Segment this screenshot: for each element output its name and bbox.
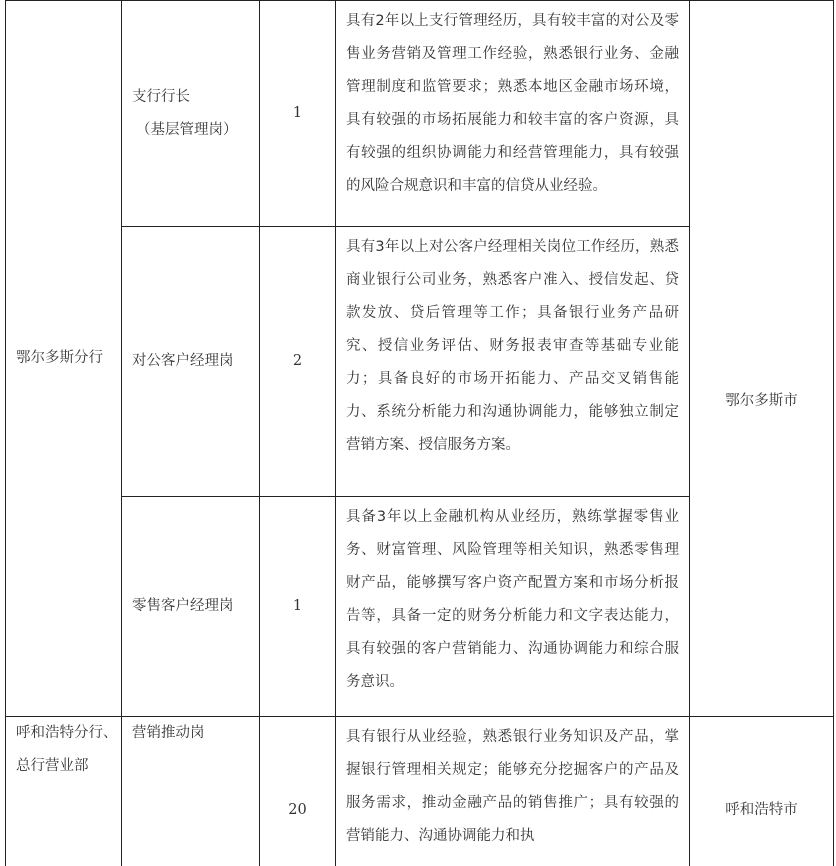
position-title: 支行行长	[132, 88, 190, 105]
position-requirements: 具有银行从业经验，熟悉银行业务知识及产品，掌握银行管理相关规定；能够充分挖掘客户的产品及服务需求，推动金融产品的销售推广；具有较强的营销能力、沟通协调能力和执	[346, 729, 679, 844]
count-cell	[260, 1, 336, 227]
position-title: 营销推动岗	[132, 725, 205, 741]
position-count: 1	[292, 105, 303, 121]
work-location: 呼和浩特市	[725, 802, 798, 818]
requirements-cell	[336, 717, 690, 866]
position-cell	[122, 1, 260, 227]
count-cell	[260, 227, 336, 497]
branch-name: 鄂尔多斯分行	[16, 350, 103, 366]
position-count: 2	[292, 353, 303, 369]
table-row	[6, 717, 834, 866]
count-cell	[260, 497, 336, 717]
branch-cell	[6, 1, 122, 717]
position-cell	[122, 717, 260, 866]
table-row	[6, 1, 834, 227]
recruitment-table	[5, 0, 834, 866]
position-cell	[122, 497, 260, 717]
location-cell	[690, 717, 834, 866]
position-requirements: 具备3年以上金融机构从业经历，熟练掌握零售业务、财富管理、风险管理等相关知识，熟悉零售理财产品，能够撰写客户资产配置方案和市场分析报告等，具备一定的财务分析能力和文字表达能力，具有较强的客户营销能力、沟通协调能力和综合服务意识。	[346, 509, 679, 690]
position-cell	[122, 227, 260, 497]
count-cell	[260, 717, 336, 866]
work-location: 鄂尔多斯市	[725, 392, 798, 409]
location-cell	[690, 1, 834, 717]
position-count: 20	[288, 802, 307, 818]
position-title: 零售客户经理岗	[132, 598, 234, 614]
requirements-cell	[336, 1, 690, 227]
position-requirements: 具有2年以上支行管理经历，具有较丰富的对公及零售业务营销及管理工作经验，熟悉银行业务、金融管理制度和监管要求；熟悉本地区金融市场环境，具有较强的市场拓展能力和较丰富的客户资源，具有较强的组织协调能力和经营管理能力，具有较强的风险合规意识和丰富的信贷从业经验。	[346, 13, 679, 194]
position-requirements: 具有3年以上对公客户经理相关岗位工作经历，熟悉商业银行公司业务，熟悉客户准入、授信发起、贷款发放、贷后管理等工作；具备银行业务产品研究、授信业务评估、财务报表审查等基础专业能力；具备良好的市场开拓能力、产品交叉销售能力、系统分析能力和沟通协调能力，能够独立制定营销方案、授信服务方案。	[346, 239, 679, 453]
position-title: 对公客户经理岗	[132, 353, 234, 369]
branch-cell	[6, 717, 122, 866]
requirements-cell	[336, 497, 690, 717]
branch-name: 呼和浩特分行、总行营业部	[16, 725, 118, 774]
requirements-cell	[336, 227, 690, 497]
position-count: 1	[292, 598, 303, 614]
position-subtitle: （基层管理岗）	[136, 121, 238, 138]
